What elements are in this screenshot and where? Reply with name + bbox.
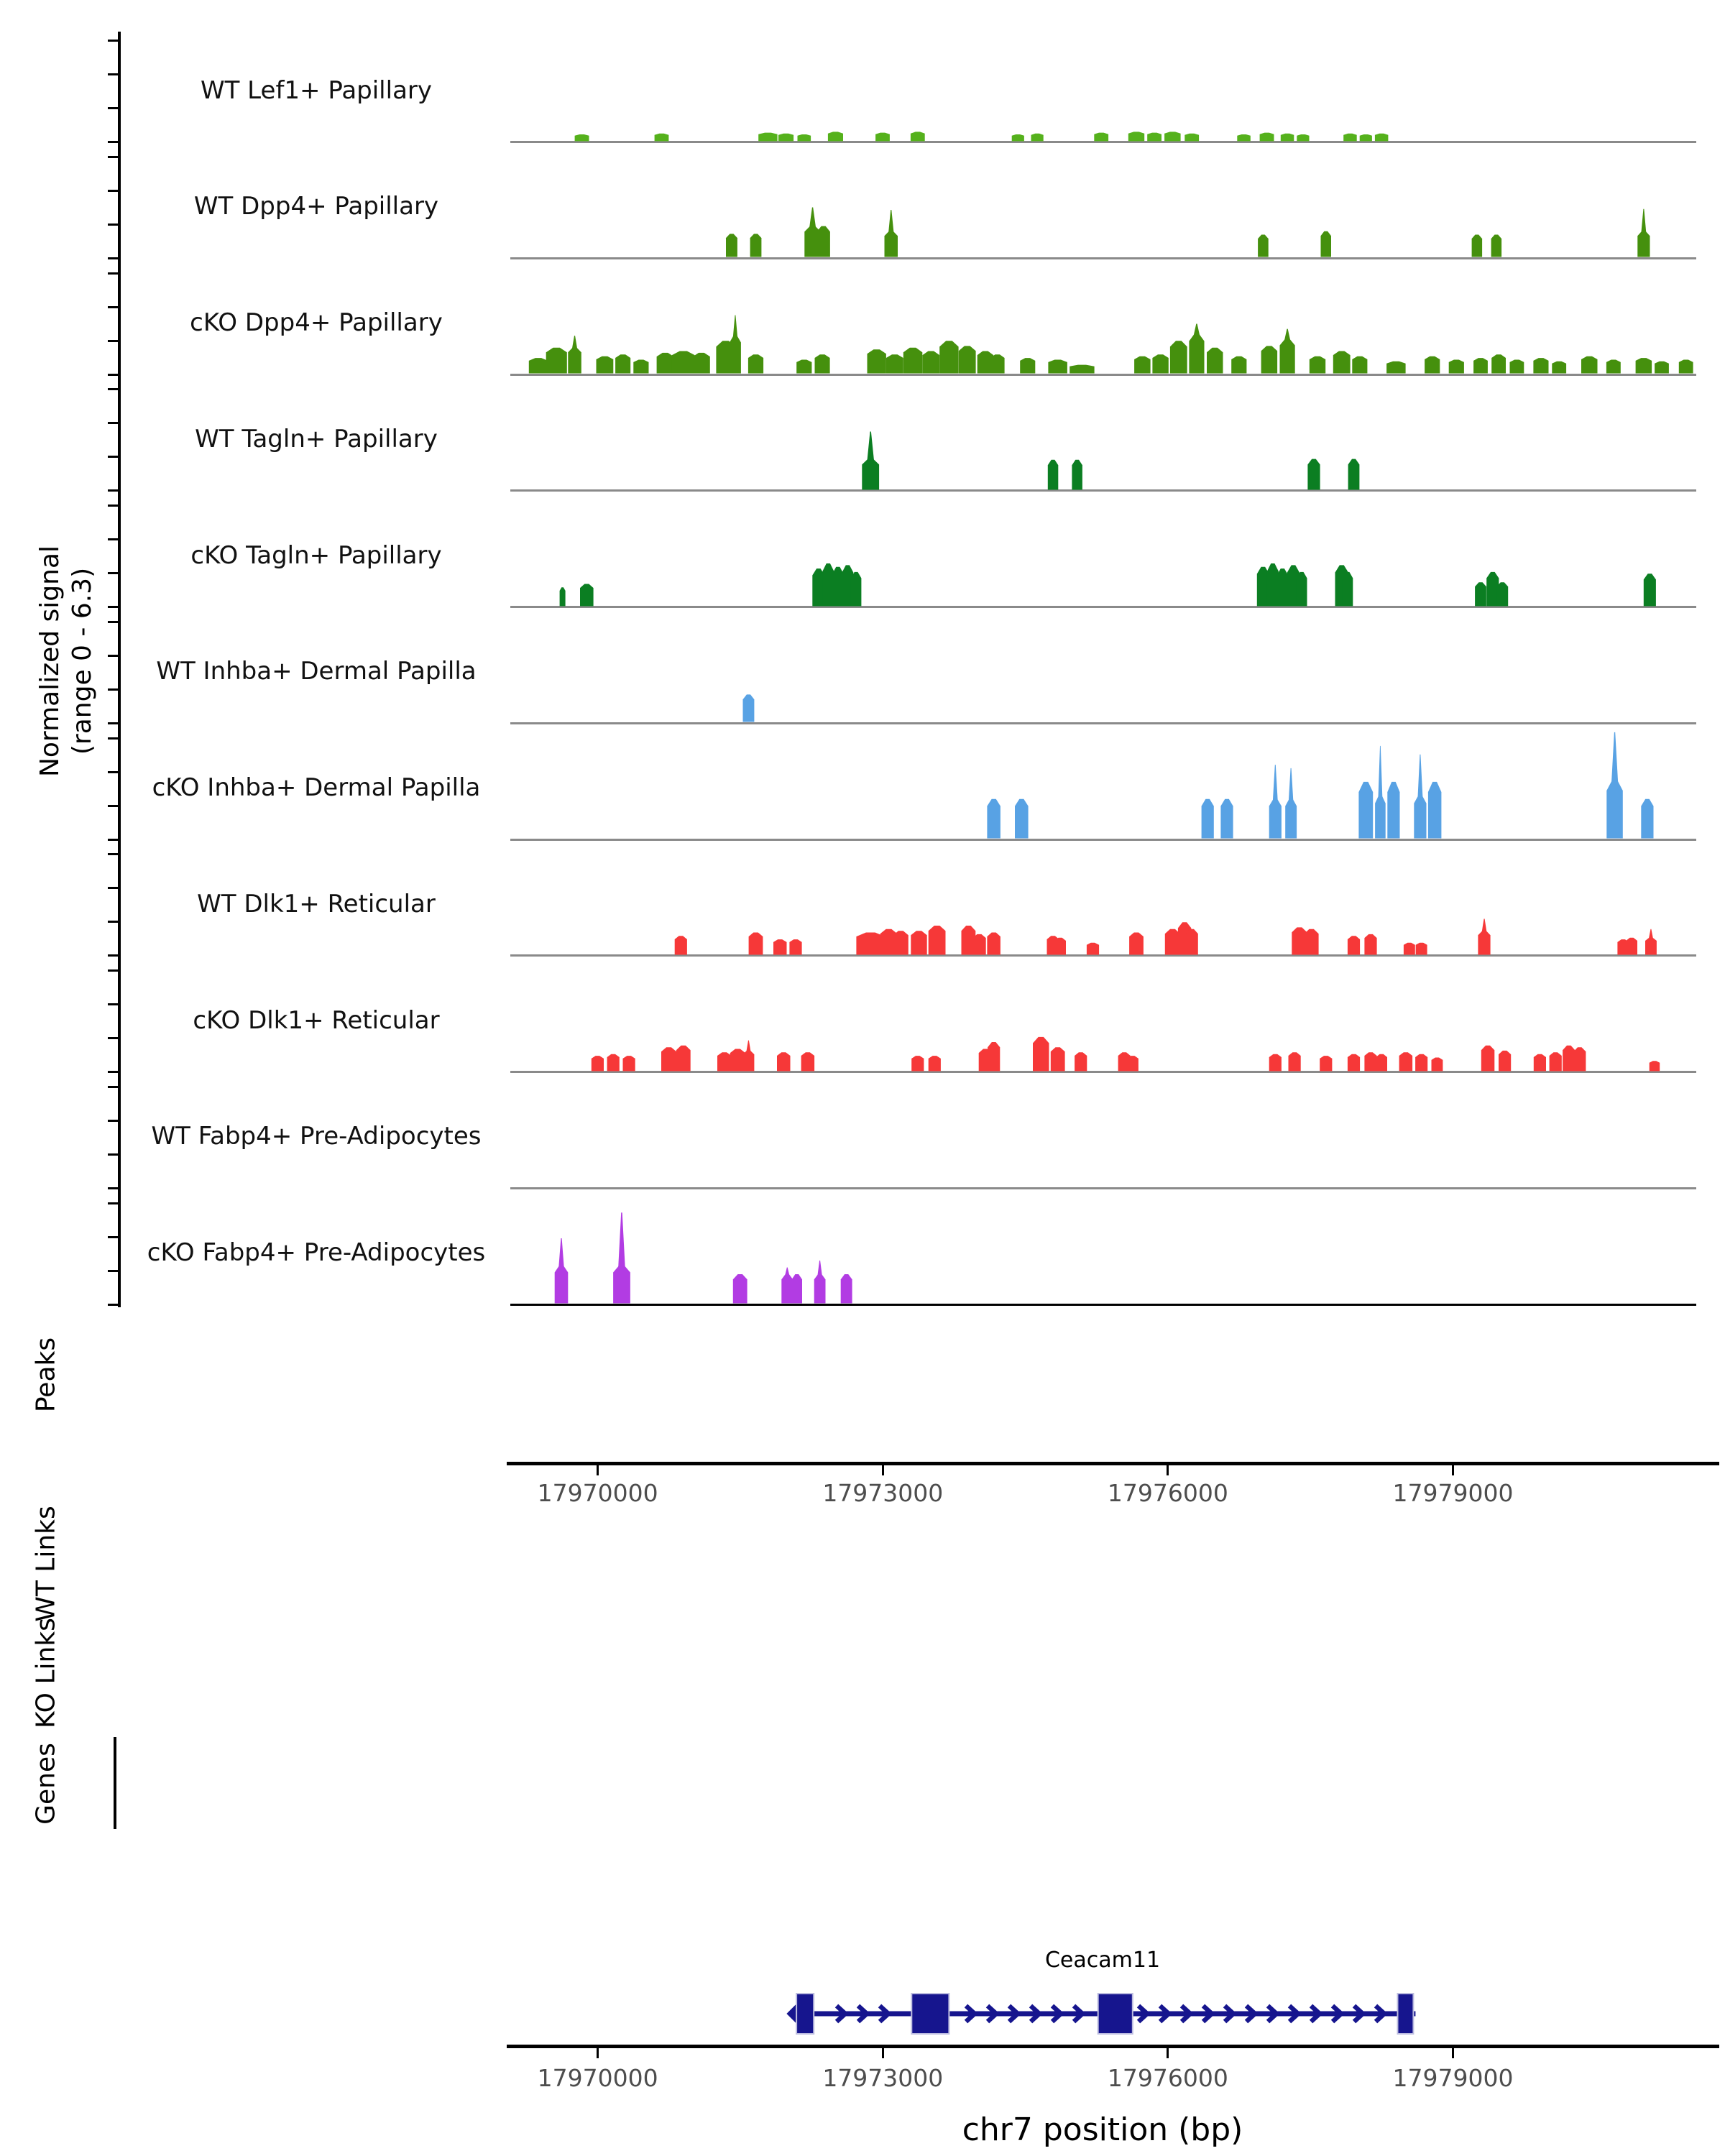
signal-peak	[1348, 936, 1360, 954]
track-label: WT Lef1+ Papillary	[200, 75, 433, 105]
x-axis-tick	[882, 2047, 884, 2058]
signal-peak	[1310, 356, 1325, 374]
section-label-wt-links: WT Links	[31, 1506, 61, 1622]
genes-bracket	[114, 1737, 116, 1829]
signal-peak	[1472, 235, 1483, 257]
signal-peaks-svg	[510, 146, 1696, 261]
signal-peak	[623, 1056, 635, 1071]
signal-peak-spike	[572, 336, 577, 349]
x-axis-tick	[1167, 1465, 1169, 1475]
track-label: WT Inhba+ Dermal Papilla	[156, 657, 477, 686]
signal-peak	[862, 459, 879, 489]
signal-peak	[1276, 568, 1288, 606]
signal-peak	[1563, 1045, 1575, 1071]
signal-peak	[1261, 346, 1278, 373]
x-tick-label: 17976000	[1107, 1479, 1228, 1507]
signal-peak	[1320, 1056, 1332, 1071]
signal-peak	[1343, 571, 1353, 606]
x-axis-line	[507, 1462, 1719, 1465]
signal-peak-spike	[817, 1261, 822, 1276]
signal-peak	[1473, 358, 1488, 373]
signal-peak	[1289, 1052, 1301, 1071]
x-tick-label: 17970000	[537, 1479, 658, 1507]
signal-peak	[1655, 361, 1669, 374]
signal-peak	[816, 226, 830, 257]
signal-peak	[1376, 1054, 1387, 1071]
x-axis-tick	[1167, 2047, 1169, 2058]
gene-exon	[796, 1994, 814, 2034]
y-axis-tick	[108, 374, 118, 376]
signal-peak	[1269, 799, 1282, 839]
signal-peak	[1386, 361, 1406, 374]
signal-peak	[1280, 339, 1295, 374]
signal-peak	[750, 234, 762, 257]
signal-peak	[1375, 796, 1386, 839]
signal-peak	[1189, 334, 1204, 374]
signal-peak	[1650, 1061, 1660, 1071]
x-tick-label: 17970000	[537, 2064, 658, 2092]
signal-peak	[1307, 459, 1320, 489]
signal-peak	[613, 1266, 630, 1303]
signal-peak	[1449, 360, 1464, 374]
y-axis-tick	[108, 839, 118, 841]
signal-peak	[1496, 582, 1508, 606]
signal-peak	[672, 351, 695, 374]
signal-peak	[615, 354, 630, 373]
signal-peak	[1031, 133, 1044, 141]
signal-peaks-svg	[510, 495, 1696, 610]
signal-peak	[730, 336, 741, 373]
y-axis-tick	[108, 921, 118, 923]
y-axis-tick	[108, 737, 118, 740]
signal-peak	[1070, 365, 1094, 374]
signal-peak	[1087, 943, 1099, 955]
y-axis-label-line2: (range 0 - 6.3)	[68, 567, 97, 755]
signal-peak-spike	[1284, 329, 1290, 341]
signal-peak	[633, 360, 648, 374]
signal-peak	[592, 1056, 604, 1071]
signal-peak	[781, 1274, 793, 1304]
signal-peak	[555, 1266, 569, 1303]
signal-peak	[1333, 351, 1351, 374]
signal-peak	[868, 349, 886, 373]
signal-peak	[1343, 133, 1357, 141]
signal-peak	[1072, 460, 1082, 490]
signal-peak	[717, 1052, 732, 1071]
signal-peak	[959, 346, 976, 373]
signal-peak	[1129, 932, 1144, 954]
x-axis-tick	[1452, 2047, 1454, 2058]
signal-peak	[1134, 356, 1151, 374]
signal-peak	[789, 939, 801, 954]
signal-peak	[1231, 356, 1246, 374]
signal-peak	[885, 231, 898, 257]
signal-peaks-svg	[510, 960, 1696, 1075]
signal-peak-spike	[733, 315, 737, 338]
y-axis-tick	[108, 224, 118, 226]
signal-peak	[546, 348, 567, 374]
signal-peak	[1048, 360, 1067, 374]
signal-peak	[1164, 132, 1181, 141]
signal-peak	[922, 351, 939, 374]
signal-peak	[1128, 132, 1144, 141]
y-axis-tick	[108, 141, 118, 143]
y-axis-tick	[108, 1202, 118, 1204]
y-axis-tick	[108, 388, 118, 390]
signal-peak	[1364, 934, 1376, 955]
signal-peaks-svg	[510, 379, 1696, 494]
x-tick-label: 17979000	[1392, 2064, 1514, 2092]
signal-peak	[661, 1047, 676, 1071]
signal-peak	[1425, 356, 1440, 374]
signal-peak	[1581, 356, 1598, 374]
track-label: cKO Tagln+ Papillary	[190, 540, 442, 570]
y-axis-tick	[108, 1187, 118, 1189]
signal-peak	[1550, 1052, 1562, 1071]
signal-peak	[939, 341, 958, 373]
gene-model-svg	[510, 1984, 1711, 2048]
signal-peak	[903, 348, 923, 374]
x-axis-line	[507, 2045, 1719, 2048]
signal-peak	[1015, 799, 1029, 839]
signal-peak	[815, 354, 830, 373]
track-label: cKO Dlk1+ Reticular	[193, 1005, 440, 1035]
track-label: cKO Dpp4+ Papillary	[190, 308, 443, 337]
signal-peak	[1207, 348, 1223, 374]
signal-peak	[1644, 573, 1656, 606]
y-axis-tick	[108, 107, 118, 109]
signal-peak	[1147, 132, 1162, 141]
signal-peak	[1186, 929, 1198, 955]
section-label-peaks: Peaks	[31, 1337, 61, 1413]
signal-peak	[743, 1050, 755, 1071]
x-axis-tick	[597, 2047, 599, 2058]
signal-peak-spike	[746, 1040, 750, 1051]
signal-peak	[798, 134, 811, 142]
y-axis-tick	[108, 572, 118, 574]
y-axis-tick	[108, 1304, 118, 1306]
signal-peak	[1481, 1045, 1495, 1071]
signal-peak	[1399, 1052, 1413, 1071]
y-axis-tick	[108, 505, 118, 507]
signal-peak	[1094, 132, 1108, 141]
signal-peaks-svg	[510, 611, 1696, 726]
track-label: WT Fabp4+ Pre-Adipocytes	[151, 1122, 482, 1151]
signal-peak	[1414, 796, 1426, 839]
signal-peak	[1491, 354, 1506, 373]
signal-peak	[929, 926, 946, 955]
signal-peak	[1475, 582, 1486, 606]
signal-peak	[1432, 1057, 1443, 1071]
signal-peak	[911, 1056, 924, 1071]
signal-peak	[749, 932, 763, 954]
signal-peak	[1297, 134, 1309, 142]
signal-peak	[911, 132, 925, 141]
signal-peak	[1127, 1056, 1138, 1071]
signal-peak-spike	[1289, 768, 1293, 801]
y-axis-tick	[108, 1071, 118, 1073]
signal-peak	[1533, 358, 1548, 373]
track-label: WT Dpp4+ Papillary	[193, 192, 439, 221]
signal-peak	[828, 132, 843, 141]
y-axis-tick	[108, 1153, 118, 1156]
y-axis-tick	[108, 272, 118, 275]
signal-peak	[733, 1274, 748, 1304]
signal-peak	[851, 571, 862, 606]
y-axis-tick	[108, 489, 118, 492]
signal-peak	[1260, 132, 1274, 141]
signal-peak	[580, 584, 594, 606]
y-axis-tick	[108, 1037, 118, 1039]
y-axis-tick	[108, 156, 118, 158]
signal-peak	[1679, 360, 1693, 374]
track-label: cKO Fabp4+ Pre-Adipocytes	[147, 1238, 486, 1267]
y-axis-tick	[108, 805, 118, 807]
signal-peak	[1237, 134, 1251, 142]
signal-peak	[1352, 356, 1367, 374]
y-axis-tick	[108, 340, 118, 342]
signal-peak	[657, 353, 674, 374]
track-label: WT Tagln+ Papillary	[195, 424, 438, 453]
y-axis-tick	[108, 456, 118, 458]
section-label-ko-links: KO Links	[31, 1618, 61, 1728]
signal-peak	[1416, 943, 1427, 955]
signal-peak	[607, 1054, 620, 1071]
signal-peak	[1033, 1036, 1049, 1071]
signal-peak	[1051, 1047, 1065, 1071]
signal-peak	[778, 133, 794, 141]
y-axis-label-line1: Normalized signal	[35, 545, 65, 778]
gene-exon	[911, 1994, 949, 2034]
signal-peak	[1510, 360, 1524, 374]
x-tick-label: 17979000	[1392, 1479, 1514, 1507]
signal-peak	[675, 936, 687, 954]
signal-peaks-svg	[510, 30, 1696, 145]
signal-peak	[990, 354, 1005, 373]
track-label: WT Dlk1+ Reticular	[197, 889, 436, 918]
y-axis-tick	[108, 722, 118, 724]
signal-peak	[1152, 354, 1168, 373]
signal-peak	[655, 133, 669, 141]
signal-peak-spike	[888, 210, 893, 233]
signal-peak	[676, 1045, 691, 1071]
signal-peak	[1606, 360, 1621, 374]
signal-peak	[1348, 459, 1360, 489]
signal-peak	[1636, 358, 1652, 373]
signal-peak	[1387, 782, 1399, 839]
signal-peak-spike	[785, 1268, 789, 1276]
signal-peak	[1285, 799, 1297, 839]
signal-peak	[1552, 361, 1566, 374]
signal-peak-spike	[1641, 209, 1646, 233]
signal-peak	[1348, 1054, 1360, 1071]
signal-peak	[560, 587, 566, 606]
signal-peak	[743, 695, 755, 722]
signal-peak-spike	[868, 431, 875, 460]
signal-peak	[529, 358, 548, 373]
signal-peak	[893, 931, 908, 954]
signal-peak-spike	[618, 1212, 625, 1267]
signal-peak	[1220, 799, 1233, 839]
signal-peak	[1305, 929, 1319, 955]
signal-peak-spike	[1482, 918, 1487, 932]
signal-peak	[597, 356, 614, 374]
signal-peak-spike	[1611, 732, 1618, 782]
signal-peaks-svg	[510, 1076, 1696, 1191]
y-axis-tick	[108, 257, 118, 259]
signal-peak	[1364, 1052, 1376, 1071]
x-tick-label: 17976000	[1107, 2064, 1228, 2092]
signal-peak	[1478, 931, 1490, 954]
x-axis-tick	[1452, 1465, 1454, 1475]
track-label: cKO Inhba+ Dermal Papilla	[152, 773, 481, 802]
y-axis-tick	[108, 688, 118, 691]
signal-peak	[792, 1274, 803, 1304]
signal-peak	[972, 934, 986, 955]
signal-peak	[726, 234, 737, 257]
signal-peak	[1012, 134, 1024, 142]
signal-peak	[1534, 1054, 1546, 1071]
section-label-genes: Genes	[31, 1743, 61, 1825]
signal-peak-spike	[809, 208, 816, 228]
signal-peak	[987, 799, 1000, 839]
signal-peak	[1048, 460, 1059, 490]
signal-peak	[875, 132, 890, 141]
signal-peak	[1054, 937, 1066, 954]
signal-peak	[1165, 929, 1180, 955]
signal-peak	[1606, 780, 1623, 839]
signal-peak	[1358, 782, 1373, 839]
y-axis-tick	[108, 969, 118, 972]
signal-peak	[1499, 1050, 1511, 1071]
signal-peaks-svg	[510, 727, 1696, 842]
signal-peak	[987, 932, 1000, 954]
signal-peak	[1020, 358, 1035, 373]
signal-peak	[801, 1052, 815, 1071]
signal-peak	[773, 939, 787, 954]
x-axis-tick	[882, 1465, 884, 1475]
signal-peak	[568, 348, 581, 374]
signal-peak	[796, 360, 811, 374]
signal-peak	[758, 132, 777, 141]
y-axis-tick	[108, 621, 118, 623]
signal-peak	[814, 1274, 826, 1304]
signal-peaks-svg	[510, 1192, 1696, 1307]
y-axis-tick	[108, 40, 118, 42]
x-axis-title: chr7 position (bp)	[962, 2111, 1243, 2148]
signal-peak	[841, 1274, 852, 1304]
gene-name-label: Ceacam11	[1044, 1948, 1161, 1973]
signal-peak	[988, 1042, 1000, 1072]
x-tick-label: 17973000	[822, 1479, 944, 1507]
signal-peak	[1491, 235, 1502, 257]
y-axis-label	[34, 545, 98, 777]
signal-peaks-svg	[510, 844, 1696, 959]
signal-peak	[1360, 134, 1372, 142]
signal-peak	[1297, 571, 1307, 606]
signal-peak	[1281, 133, 1294, 141]
signal-peak	[1321, 231, 1332, 257]
signal-peaks-svg	[510, 262, 1696, 377]
signal-peak	[1637, 231, 1650, 257]
signal-peak	[1573, 1047, 1586, 1071]
gene-exon	[1398, 1994, 1414, 2034]
signal-peak	[1258, 235, 1269, 257]
signal-peak-spike	[558, 1238, 564, 1267]
signal-peak	[1184, 133, 1199, 141]
signal-peak	[1375, 133, 1389, 141]
signal-peak	[1641, 799, 1653, 839]
signal-peak	[1202, 799, 1214, 839]
signal-peak-spike	[1194, 324, 1200, 336]
signal-peak	[1415, 1054, 1427, 1071]
signal-peak	[1404, 943, 1415, 955]
signal-peak	[1428, 782, 1442, 839]
gene-exon	[1098, 1994, 1133, 2034]
signal-peak	[1626, 937, 1637, 954]
signal-peak	[929, 1056, 941, 1071]
signal-peak	[1170, 341, 1187, 373]
y-axis-tick	[108, 954, 118, 957]
signal-peak	[693, 353, 710, 374]
signal-peak	[886, 354, 903, 373]
y-axis-tick	[108, 606, 118, 608]
signal-peak	[1645, 937, 1657, 954]
x-axis-tick	[597, 1465, 599, 1475]
signal-peak-spike	[1273, 765, 1278, 801]
y-axis-tick	[108, 853, 118, 855]
signal-peak-spike	[1418, 755, 1423, 797]
signal-peak	[748, 354, 763, 373]
signal-peak	[911, 931, 926, 954]
y-axis-tick	[108, 1270, 118, 1272]
signal-peak	[1269, 1054, 1282, 1071]
signal-peak-spike	[1379, 746, 1383, 797]
signal-peak	[575, 134, 589, 142]
signal-peak	[777, 1052, 791, 1071]
x-tick-label: 17973000	[822, 2064, 944, 2092]
signal-peak-spike	[1649, 929, 1653, 939]
signal-peak	[1075, 1052, 1087, 1071]
y-axis-tick	[108, 1086, 118, 1088]
